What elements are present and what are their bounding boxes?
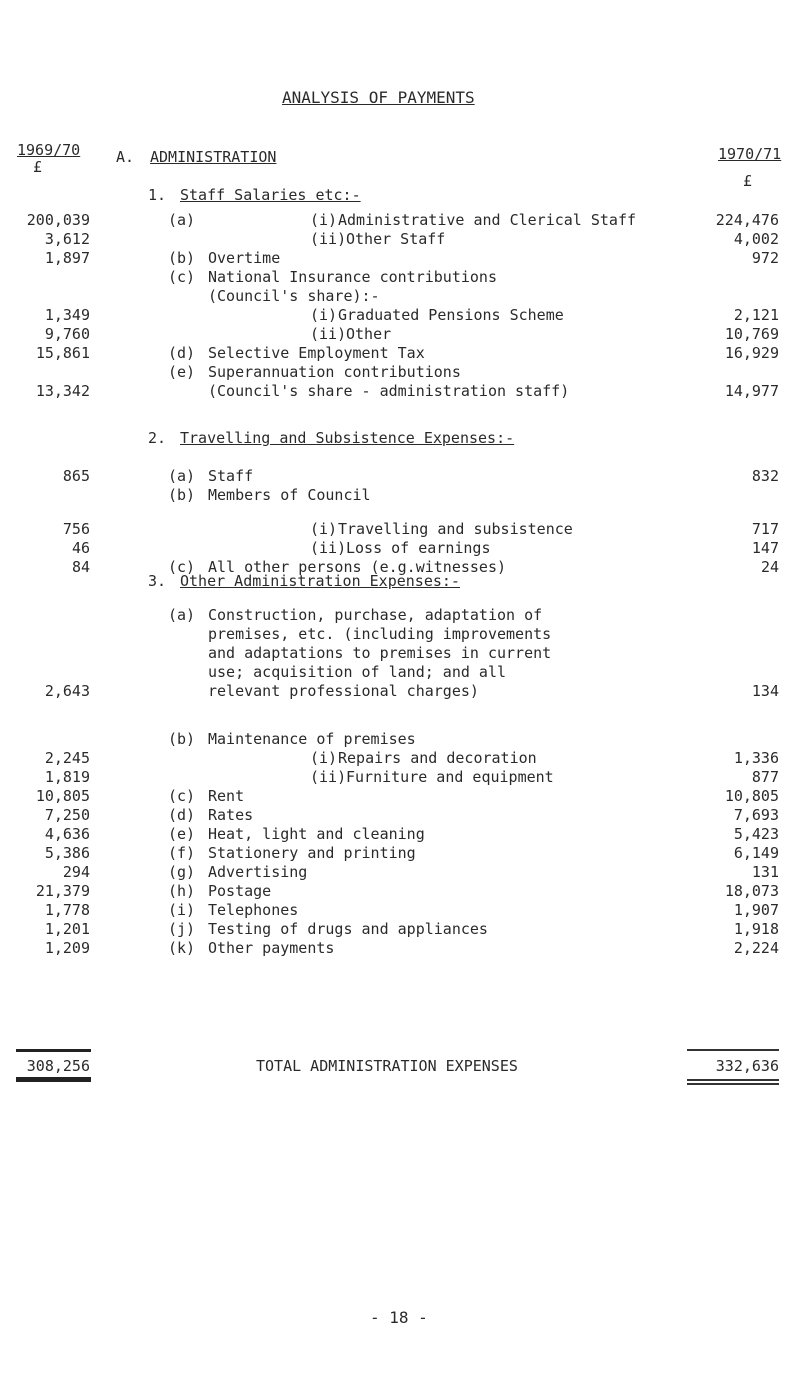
page-number: - 18 - [370,1308,428,1327]
row-subtag: (ii) [310,539,347,557]
row-description: Telephones [208,901,299,919]
row-description: Other Staff [346,230,446,248]
row-value-1969-70: 3,612 [44,230,90,248]
row-description: Other [346,325,392,343]
row-description: use; acquisition of land; and all [208,663,507,681]
row-tag: (c) [168,787,196,805]
row-value-1970-71: 10,805 [724,787,779,805]
row-value-1969-70: 15,861 [35,344,90,362]
row-description: Advertising [208,863,308,881]
row-value-1969-70: 21,379 [35,882,90,900]
group2-title: Travelling and Subsistence Expenses:- [180,429,515,447]
group1-num: 1. [148,186,167,204]
row-description: Overtime [208,249,281,267]
row-tag: (a) [168,211,196,229]
row-value-1970-71: 1,336 [733,749,779,767]
row-value-1969-70: 200,039 [26,211,90,229]
row-value-1969-70: 84 [71,558,90,576]
total-left: 308,256 [26,1057,90,1075]
row-value-1970-71: 14,977 [724,382,779,400]
row-value-1970-71: 717 [751,520,779,538]
row-value-1969-70: 756 [62,520,90,538]
row-tag: (f) [168,844,196,862]
row-description: Maintenance of premises [208,730,416,748]
row-description: Administrative and Clerical Staff [338,211,637,229]
group3-title: Other Administration Expenses:- [180,572,460,590]
row-value-1969-70: 865 [62,467,90,485]
left-total-rule [16,1049,91,1052]
row-tag: (g) [168,863,196,881]
row-description: All other persons (e.g.witnesses) [208,558,507,576]
row-tag: (h) [168,882,196,900]
row-description: Graduated Pensions Scheme [338,306,564,324]
row-value-1969-70: 1,209 [44,939,90,957]
page-title: ANALYSIS OF PAYMENTS [282,88,475,107]
row-description: Furniture and equipment [346,768,554,786]
row-tag: (a) [168,606,196,624]
row-value-1969-70: 10,805 [35,787,90,805]
row-description: Staff [208,467,254,485]
row-description: Superannuation contributions [208,363,461,381]
row-tag: (j) [168,920,196,938]
total-right: 332,636 [715,1057,779,1075]
row-description: premises, etc. (including improvements [208,625,552,643]
row-tag: (e) [168,825,196,843]
row-value-1970-71: 10,769 [724,325,779,343]
row-description: Loss of earnings [346,539,491,557]
row-value-1970-71: 1,918 [733,920,779,938]
row-tag: (d) [168,344,196,362]
row-tag: (b) [168,249,196,267]
section-title: ADMINISTRATION [150,148,277,166]
row-value-1970-71: 832 [751,467,779,485]
row-value-1969-70: 1,897 [44,249,90,267]
row-value-1970-71: 2,121 [733,306,779,324]
row-tag: (i) [168,901,196,919]
row-tag: (c) [168,268,196,286]
row-value-1970-71: 877 [751,768,779,786]
row-value-1969-70: 1,819 [44,768,90,786]
row-subtag: (ii) [310,768,347,786]
row-tag: (b) [168,486,196,504]
row-subtag: (i) [310,749,338,767]
row-description: Members of Council [208,486,371,504]
right-total-underline-2 [687,1083,779,1085]
row-tag: (e) [168,363,196,381]
row-description: Stationery and printing [208,844,416,862]
row-value-1970-71: 1,907 [733,901,779,919]
row-tag: (a) [168,467,196,485]
row-value-1970-71: 131 [751,863,779,881]
row-value-1969-70: 9,760 [44,325,90,343]
row-description: Construction, purchase, adaptation of [208,606,543,624]
row-description: Repairs and decoration [338,749,537,767]
row-tag: (k) [168,939,196,957]
row-value-1970-71: 16,929 [724,344,779,362]
row-subtag: (ii) [310,325,347,343]
row-description: Heat, light and cleaning [208,825,425,843]
row-description: National Insurance contributions [208,268,497,286]
row-description: Rent [208,787,245,805]
left-unit: £ [33,158,43,176]
row-value-1969-70: 2,245 [44,749,90,767]
row-subtag: (ii) [310,230,347,248]
row-value-1970-71: 134 [751,682,779,700]
row-tag: (b) [168,730,196,748]
row-value-1970-71: 972 [751,249,779,267]
row-value-1970-71: 224,476 [715,211,779,229]
row-description: Rates [208,806,254,824]
row-value-1970-71: 7,693 [733,806,779,824]
row-value-1969-70: 5,386 [44,844,90,862]
row-value-1970-71: 18,073 [724,882,779,900]
row-value-1969-70: 1,201 [44,920,90,938]
row-value-1970-71: 6,149 [733,844,779,862]
row-value-1969-70: 7,250 [44,806,90,824]
right-year-header: 1970/71 [718,145,782,163]
section-letter: A. [116,148,135,166]
row-description: (Council's share - administration staff) [208,382,570,400]
row-value-1969-70: 294 [62,863,90,881]
row-value-1969-70: 1,349 [44,306,90,324]
group1-title: Staff Salaries etc:- [180,186,361,204]
row-value-1970-71: 4,002 [733,230,779,248]
row-tag: (d) [168,806,196,824]
row-value-1969-70: 2,643 [44,682,90,700]
row-description: relevant professional charges) [208,682,479,700]
row-subtag: (i) [310,306,338,324]
row-value-1970-71: 147 [751,539,779,557]
row-tag: (c) [168,558,196,576]
group3-num: 3. [148,572,167,590]
row-description: Selective Employment Tax [208,344,425,362]
right-total-rule [687,1049,779,1051]
row-value-1969-70: 46 [71,539,90,557]
row-value-1969-70: 13,342 [35,382,90,400]
group2-num: 2. [148,429,167,447]
right-unit: £ [743,172,753,190]
row-description: and adaptations to premises in current [208,644,552,662]
row-value-1969-70: 4,636 [44,825,90,843]
row-value-1970-71: 2,224 [733,939,779,957]
row-subtag: (i) [310,520,338,538]
left-year-header: 1969/70 [17,141,81,159]
row-description: Travelling and subsistence [338,520,573,538]
total-label: TOTAL ADMINISTRATION EXPENSES [256,1057,518,1075]
right-total-underline-1 [687,1079,779,1081]
row-value-1970-71: 5,423 [733,825,779,843]
row-description: Other payments [208,939,335,957]
row-description: Postage [208,882,272,900]
row-description: (Council's share):- [208,287,380,305]
left-total-underline [16,1077,91,1082]
row-value-1969-70: 1,778 [44,901,90,919]
row-description: Testing of drugs and appliances [208,920,488,938]
row-value-1970-71: 24 [760,558,779,576]
row-subtag: (i) [310,211,338,229]
